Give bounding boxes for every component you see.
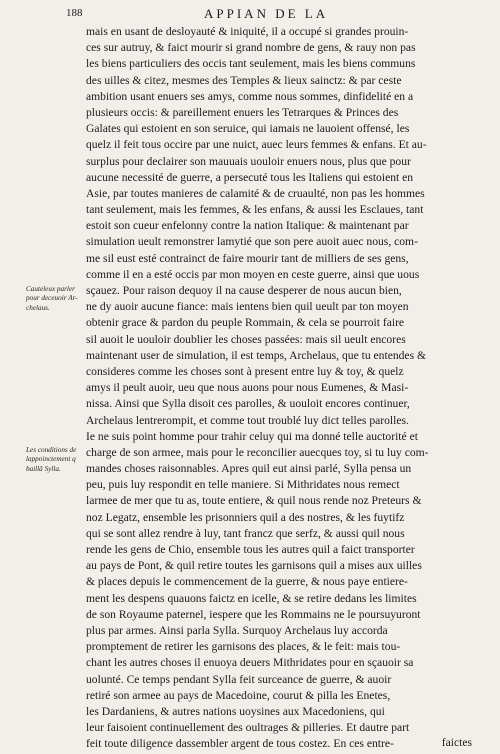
text-line: ces sur autruy, & faict mourir si grand nombre de gens, & rauy non pas	[86, 41, 416, 55]
margin-note-cautious-speech	[26, 285, 84, 313]
main-text-column	[86, 24, 477, 752]
text-line: chant les autres choses il enuoya deuers Mithridates pour en sçauoir sa	[86, 656, 414, 670]
margin-note-line: baillâ Sylla.	[26, 464, 61, 473]
text-line: tant seulement, mais les femmes, & les enfans, & aussi les Esclaues, tant	[86, 203, 424, 217]
text-line: Galates qui estoient en son seruice, qui iamais ne lauoient offensé, les	[86, 122, 410, 136]
margin-note-line: chelaus.	[26, 303, 50, 312]
text-line: comme il en a esté occis par mon moyen en ceste guerre, ainsi que uous	[86, 267, 420, 281]
text-line: les biens particuliers des occis tant seulement, mais les biens communs	[86, 57, 416, 71]
text-line: au pays de Pont, & quil retire toutes les garnisons quil a mises aux uilles	[86, 559, 422, 573]
text-line: me sil eust esté contrainct de faire mourir tant de milliers de ses gens,	[86, 251, 409, 265]
margin-note-line: Cauteleux parler	[26, 285, 75, 293]
text-line: retiré son armee au pays de Macedoine, courut & pilla les Enetes,	[86, 688, 391, 702]
text-line: des uilles & citez, mesmes des Temples & lieux sainctz: & par ceste	[86, 73, 402, 87]
margin-note-line: pour deceuoir Ar-	[26, 294, 78, 303]
text-line: feit toute diligence dassembler argent de tous costez. En ces entre-	[86, 737, 394, 751]
text-line: amys il peult auoir, ueu que nous auons pour nous Eumenes, & Masi-	[86, 381, 409, 395]
text-line: surplus pour declairer son mauuais uouloir enuers nous, plus que pour	[86, 154, 411, 168]
running-title: APPIAN DE LA	[204, 6, 329, 21]
text-line: Asie, par toutes manieres de calamité & de cruaulté, non pas les hommes	[86, 186, 425, 200]
text-line: plusieurs occis: & pareillement enuers les Tetrarques & Princes des	[86, 105, 399, 119]
text-line: plus par armes. Ainsi parla Sylla. Surquoy Archelaus luy accorda	[86, 623, 388, 637]
text-line: sil auoit le uouloir doublier les choses passées: mais sil ueult encores	[86, 332, 406, 346]
text-line: consideres comme les choses sont à present entre luy & toy, & quelz	[86, 364, 404, 378]
text-line: Ie ne suis point homme pour trahir celuy qui ma donné telle auctorité et	[86, 429, 418, 443]
catchword: faictes	[441, 736, 472, 749]
text-line: ne dy auoir aucune fiance: mais ientens bien quil ueult par ton moyen	[86, 300, 409, 314]
text-line: les Dardaniens, & autres nations uoysines aux Macedoniens, qui	[86, 704, 385, 718]
text-line: ment les despens quauons faictz en icelle, & se retire dedans les limites	[86, 591, 417, 605]
text-line: promptement de retirer les garnisons des places, & le feit: mais tou-	[86, 640, 401, 654]
text-line: obtenir grace & pardon du peuple Rommain, & cela se pourroit faire	[86, 316, 405, 330]
text-line: qui se sont allez rendre à luy, tant francz que serfz, & aussi quil nous	[86, 526, 405, 540]
text-line: aucune necessité de guerre, a persecuté tous les Italiens qui estoient en	[86, 170, 414, 184]
text-line: charge de son armee, mais pour le reconcilier auecques toy, si tu luy com-	[86, 445, 429, 459]
text-line: Archelaus lentrerompit, et comme tout troublé luy dict telles parolles.	[86, 413, 409, 427]
text-line: estoit son cueur enfelonny contre la nation Italique: & maintenant par	[86, 219, 409, 233]
text-line: sçauez. Pour raison dequoy il na cause desperer de nous aucun bien,	[86, 284, 402, 297]
text-line: mandes choses raisonnables. Apres quil eut ainsi parlé, Sylla pensa un	[86, 462, 412, 476]
text-line: ambition usant enuers ses amys, comme nous sommes, dinfidelité en a	[86, 89, 414, 103]
text-line: peu, puis luy respondit en telle maniere. Si Mithridates nous remect	[86, 478, 400, 492]
text-line: uolunté. Ce temps pendant Sylla feit surceance de guerre, & auoir	[86, 672, 392, 686]
text-line: larmee de mer que tu as, toute entiere, & quil nous rende noz Preteurs &	[86, 494, 422, 508]
page-number: 188	[66, 7, 83, 19]
text-line: & places depuis le commencement de la guerre, & nous paye entiere-	[86, 575, 408, 589]
text-line: nissa. Ainsi que Sylla disoit ces parolles, & uouloit encores continuer,	[86, 397, 410, 411]
text-line: simulation ueult remonstrer lamytié que son pere auoit auec nous, com-	[86, 235, 418, 249]
page-header	[66, 7, 476, 23]
text-line: de son Royaume paternel, iespere que les Rommains ne le poursuyuront	[86, 607, 421, 621]
text-line: quelz il feit tous occire par une nuict, auec leurs femmes & enfans. Et au-	[86, 138, 427, 152]
margin-note-line: lappoinctement q	[26, 455, 76, 464]
margin-note-conditions	[26, 446, 84, 474]
text-line: rende les gens de Chio, ensemble tous les autres quil a faict transporter	[86, 543, 415, 556]
text-line: noz Legatz, ensemble les prisonniers quil a des nostres, & les fuytifz	[86, 510, 405, 524]
text-line: leur faisoient continuellement des oultrages & pilleries. Et dautre part	[86, 721, 410, 735]
text-line: mais en usant de desloyauté & iniquité, il a occupé si grandes prouin-	[86, 25, 409, 38]
text-line: maintenant user de simulation, il est temps, Archelaus, que tu entendes &	[86, 348, 427, 362]
margin-note-line: Les conditions de	[26, 446, 77, 454]
